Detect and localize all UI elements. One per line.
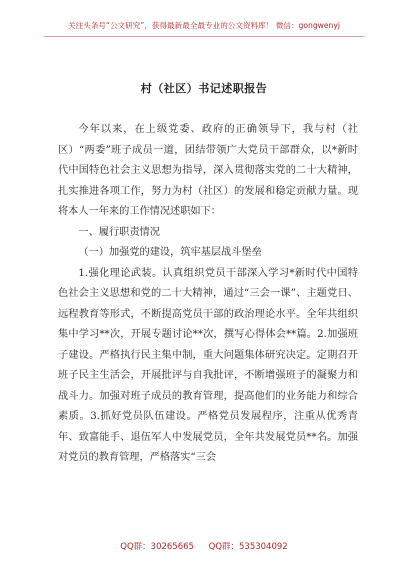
header-banner: 关注头条号“公文研究”，获得最新最全最专业的公文资料库！ 微信：gongwenyj [68,21,340,30]
body-paragraph-details: 1.强化理论武装。认真组织党员干部深入学习*新时代中国特色社会主义思想和党的二十大精神，通过“三会一课”、主题党日、远程教育等形式，不断提高党员干部的政治理论水平。全年共组织集中学习**次，开展专题讨论**次，撰写心得体会**篇。2.加强班子建设。严格执行民主集中制，重大问题集体研究决定。定期召开班子民主生活会，开展批评与自我批评，不断增强班子的凝聚力和战斗力。加强对班子成员的教育管理，提高他们的业务能力和综合素质。3.抓好党员队伍建设。严格党员发展程序，注重从优秀青年、致富能手、退伍军人中发展党员，全年共发展党员**名。加强对党员的教育管理，严格落实“三会 [58,267,358,463]
section-heading: 一、履行职责情况 [78,226,160,238]
subsection-heading: （一）加强党的建设，筑牢基层战斗堡垒 [78,247,262,258]
footer [0,540,408,552]
footer-qq-group-1: QQ群：30265665 [120,542,194,552]
document-body [58,120,358,469]
document-title: 村（社区）书记述职报告 [140,82,268,95]
header-divider [44,36,364,37]
footer-qq-group-2: QQ群：535304092 [208,542,288,552]
body-paragraph-intro: 今年以来，在上级党委、政府的正确领导下，我与村（社区）“两委”班子成员一道，团结带领广大党员干部群众，以*新时代中国特色社会主义思想为指导，深入贯彻落实党的二十大精神，扎实推进各项工作，努力为村（社区）的发展和稳定贡献力量。现将本人一年来的工作情况述职如下： [58,124,358,217]
